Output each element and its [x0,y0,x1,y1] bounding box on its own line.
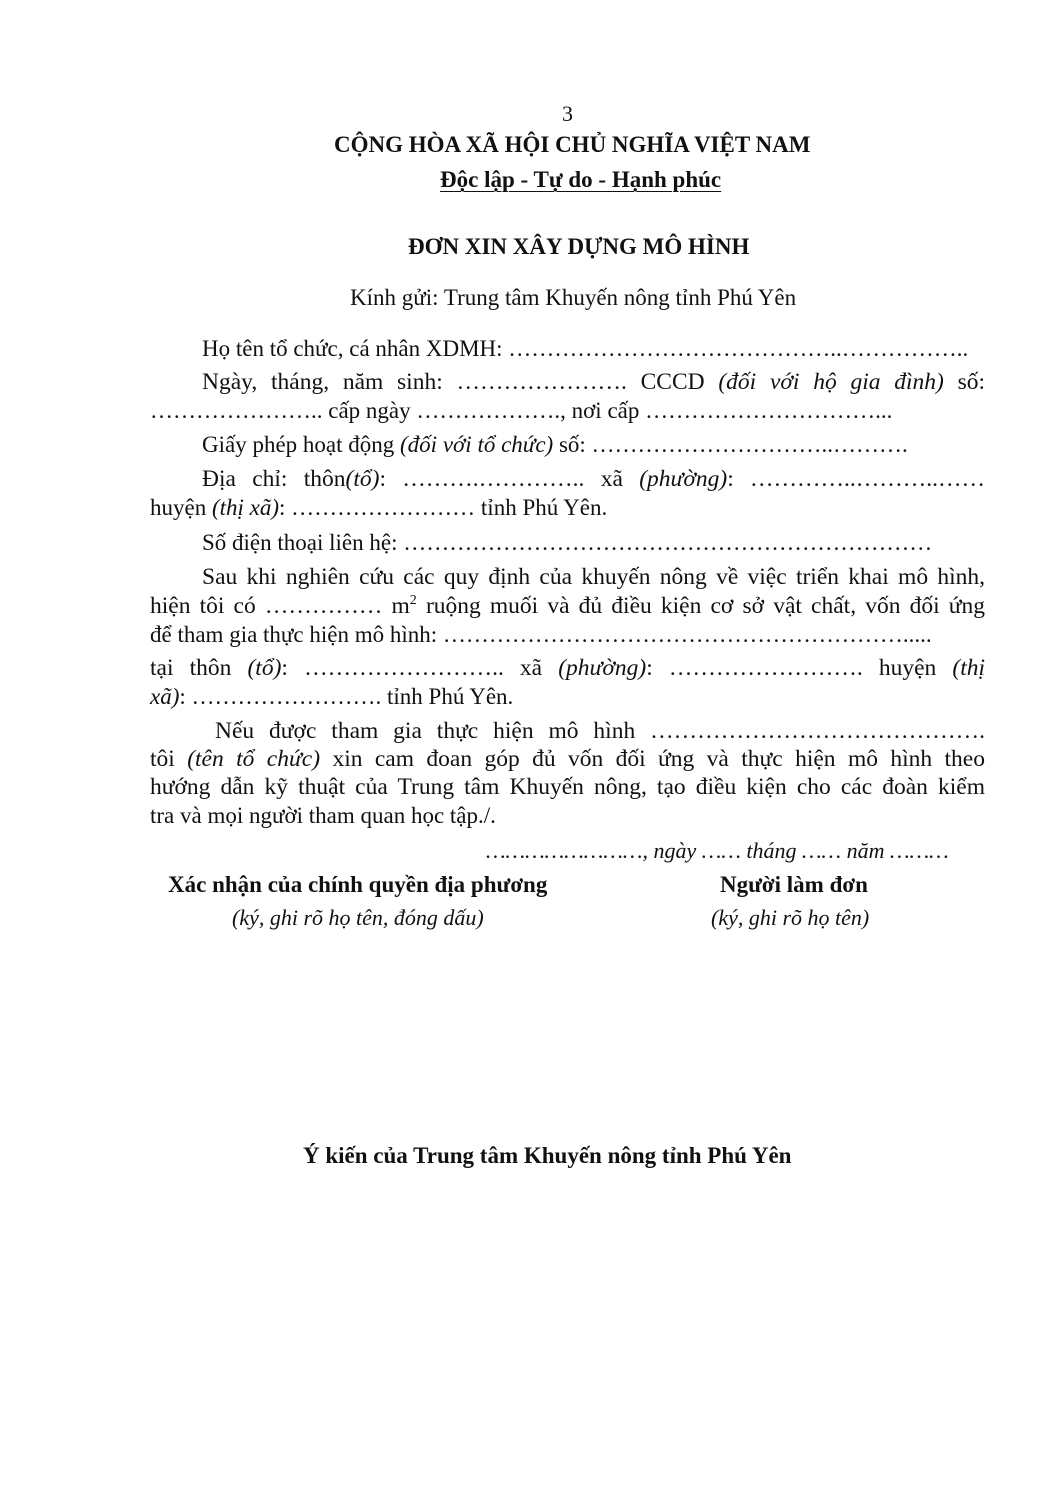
p1-l4-xa: xã [519,655,543,681]
p2-l2-note: (tên tổ chức) [187,746,321,772]
license-label: Giấy phép hoạt động [202,432,395,457]
birth-field [202,369,985,396]
address-phuong: (phường) [639,466,728,492]
p1-l5-province: tỉnh Phú Yên. [387,684,514,709]
p1-l2-dots: …………… [264,593,383,619]
para2-line4: tra và mọi người tham quan học tập./. [150,803,496,828]
p1-l2-b: ruộng muối và đủ điều kiện cơ sở vật chất, vốn đối ứng [425,593,986,619]
local-authority-note: (ký, ghi rõ họ tên, đóng dấu) [232,905,484,930]
p1-l3: để tham gia thực hiện mô hình: [150,622,438,647]
p1-l4-huyen: huyện [878,655,937,681]
license-dots: …………………………..………. [591,432,908,457]
phone-field [202,530,932,556]
p1-l4-a: tại thôn [150,655,232,681]
province-label: tỉnh Phú Yên. [480,495,608,520]
para1-line4 [150,655,985,682]
p2-l2-b: xin cam đoan góp đủ vốn đối ứng và thực hiện mô hình theo [332,746,985,772]
address-label: Địa chỉ: thôn [202,466,346,492]
district-note: (thị xã) [211,495,280,520]
area-unit-m: m [391,593,410,619]
cccd-number-dots: ………………….. [150,398,323,423]
para1-line2 [150,593,985,620]
applicant-title: Người làm đơn [720,872,868,897]
issue-place-dots: …………………………... [645,398,893,423]
address-village-dots: ……….………….. [402,466,585,492]
page-number: 3 [562,101,573,126]
p1-l5-dots: ……………………. [191,684,382,709]
district-colon: : [279,495,286,520]
birth-label: Ngày, tháng, năm sinh: [202,369,443,395]
phone-label: Số điện thoại liên hệ: [202,530,398,555]
p1-l4-to: (tổ) [247,655,282,681]
org-name-label: Họ tên tổ chức, cá nhân XDMH: [202,336,503,361]
license-so: số: [558,432,586,457]
p1-l4-dots2: ……………………. [668,655,863,681]
phone-dots: …………………………………………………………… [403,530,933,555]
cccd-label: CCCD [640,369,705,395]
extension-center-opinion: Ý kiến của Trung tâm Khuyến nông tỉnh Phú Yên [303,1143,792,1168]
address-commune-dots: …………..………..…… [750,466,986,492]
p1-l3-dots: ……………………………………………………..... [442,622,932,647]
address-colon: : [379,466,386,492]
issue-place-label: nơi cấp [571,398,640,423]
cccd-so: số: [957,369,986,395]
p1-l4-phuong: (phường) [558,655,647,681]
recipient-line: Kính gửi: Trung tâm Khuyến nông tỉnh Phú Yên [350,285,797,310]
p2-l1-dots: ……………………………………. [650,718,985,744]
org-name-field [202,336,968,362]
area-unit-sup: 2 [409,593,417,609]
address-to: (tổ) [345,466,380,492]
district-label: huyện [150,495,207,520]
cccd-note: (đối với hộ gia đình) [718,369,944,395]
p1-l2-a: hiện tôi có [150,593,256,619]
para2-line2 [150,746,985,773]
p1-l4-dots1: …………………….. [304,655,504,681]
p2-l1: Nếu được tham gia thực hiện mô hình [215,718,636,744]
address-line-2 [150,495,607,521]
issue-date-dots: ………………., [416,398,566,423]
p1-l5-colon: : [179,684,186,709]
date-line: ……………………, ngày …… tháng …… năm ……… [486,838,949,863]
p1-l4-thi: (thị [952,655,986,681]
address-xa: xã [600,466,623,492]
p1-l4-colon-2: : [646,655,653,681]
p1-l5-xa: xã) [150,684,180,709]
nation-header: CỘNG HÒA XÃ HỘI CHỦ NGHĨA VIỆT NAM [334,132,811,157]
issue-date-label: cấp ngày [328,398,411,423]
license-note: (đối với tổ chức) [400,432,554,457]
para1-line1: Sau khi nghiên cứu các quy định của khuyến nông về việc triển khai mô hình, [202,564,985,590]
document-title: ĐƠN XIN XÂY DỰNG MÔ HÌNH [408,234,750,259]
district-dots: …………………… [291,495,476,520]
address-field [202,466,985,493]
cccd-issue-line [150,398,892,424]
local-authority-title: Xác nhận của chính quyền địa phương [168,872,548,897]
area-unit [392,593,417,619]
p2-l2-a: tôi [150,746,175,772]
para1-line3 [150,622,932,648]
org-name-dots: ……………………………………..…………….. [508,336,969,361]
motto: Độc lập - Tự do - Hạnh phúc [440,167,722,192]
para1-line5 [150,684,513,710]
applicant-note: (ký, ghi rõ họ tên) [711,905,870,930]
birth-dots: …………………. [456,369,627,395]
para2-line3: hướng dẫn kỹ thuật của Trung tâm Khuyến nông, tạo điều kiện cho các đoàn kiểm [150,774,985,800]
address-colon-2: : [727,466,734,492]
p1-l4-colon: : [281,655,288,681]
para2-line1 [215,718,985,745]
license-field [202,432,908,458]
